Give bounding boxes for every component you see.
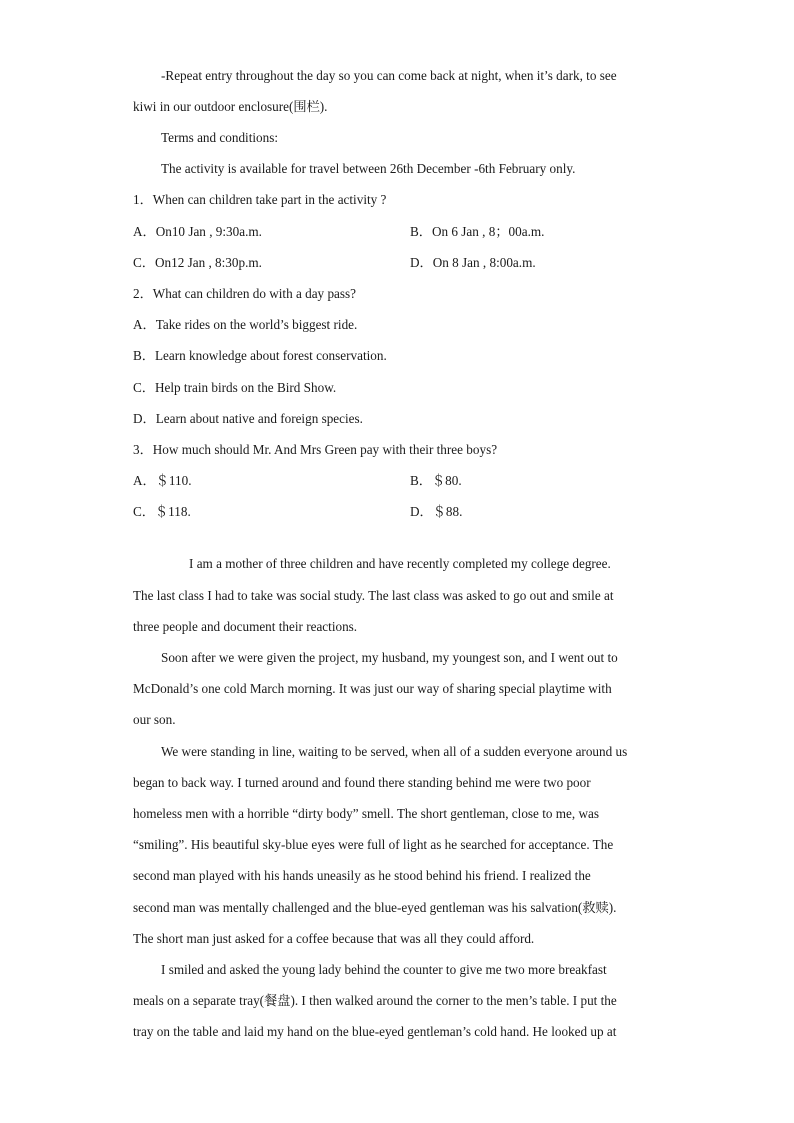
- question-1-option-b: B．On 6 Jan , 8；00a.m.: [410, 224, 545, 239]
- question-3-option-c: C．＄118.: [133, 504, 191, 519]
- question-3-option-b: B．＄80.: [410, 473, 462, 488]
- question-2-stem: 2．What can children do with a day pass?: [133, 286, 357, 301]
- repeat-entry-line-2: kiwi in our outdoor enclosure(围栏).: [133, 99, 328, 114]
- terms-text: The activity is available for travel between 26th December -6th February only.: [161, 161, 576, 176]
- question-3-option-d: D．＄88.: [410, 504, 463, 519]
- passage-line: our son.: [133, 712, 176, 727]
- passage-line: second man was mentally challenged and the blue-eyed gentleman was his salvation(救赎).: [133, 900, 617, 915]
- question-2-option-c: C．Help train birds on the Bird Show.: [133, 380, 337, 395]
- question-3-stem: 3．How much should Mr. And Mrs Green pay with their three boys?: [133, 442, 498, 457]
- passage-line: homeless men with a horrible “dirty body” smell. The short gentleman, close to me, was: [133, 806, 599, 821]
- question-1-option-a: A．On10 Jan , 9:30a.m.: [133, 224, 262, 239]
- passage-line: tray on the table and laid my hand on the blue-eyed gentleman’s cold hand. He looked up at: [133, 1024, 617, 1039]
- passage-line: “smiling”. His beautiful sky-blue eyes were full of light as he searched for acceptance. The: [133, 837, 614, 852]
- passage-line: I smiled and asked the young lady behind the counter to give me two more breakfast: [161, 962, 607, 977]
- passage-line: Soon after we were given the project, my husband, my youngest son, and I went out to: [161, 650, 618, 665]
- passage-line: second man played with his hands uneasily as he stood behind his friend. I realized the: [133, 868, 591, 883]
- question-3-option-a: A．＄110.: [133, 473, 192, 488]
- question-1-option-d: D．On 8 Jan , 8:00a.m.: [410, 255, 536, 270]
- question-2-option-d: D．Learn about native and foreign species.: [133, 411, 363, 426]
- question-2-option-b: B．Learn knowledge about forest conservation.: [133, 348, 387, 363]
- question-1-stem: 1．When can children take part in the activity ?: [133, 192, 387, 207]
- passage-line: The short man just asked for a coffee because that was all they could afford.: [133, 931, 535, 946]
- passage-line: We were standing in line, waiting to be served, when all of a sudden everyone around us: [161, 744, 628, 759]
- passage-line: began to back way. I turned around and found there standing behind me were two poor: [133, 775, 591, 790]
- repeat-entry-line-1: -Repeat entry throughout the day so you can come back at night, when it’s dark, to see: [161, 68, 617, 83]
- terms-heading: Terms and conditions:: [161, 130, 279, 145]
- passage-line: The last class I had to take was social study. The last class was asked to go out and smile at: [133, 588, 614, 603]
- passage-line: meals on a separate tray(餐盘). I then walked around the corner to the men’s table. I put the: [133, 993, 617, 1008]
- question-2-option-a: A．Take rides on the world’s biggest ride.: [133, 317, 358, 332]
- passage-line: McDonald’s one cold March morning. It was just our way of sharing special playtime with: [133, 681, 612, 696]
- passage-line: I am a mother of three children and have recently completed my college degree.: [189, 556, 611, 571]
- question-1-option-c: C．On12 Jan , 8:30p.m.: [133, 255, 262, 270]
- passage-line: three people and document their reactions.: [133, 619, 358, 634]
